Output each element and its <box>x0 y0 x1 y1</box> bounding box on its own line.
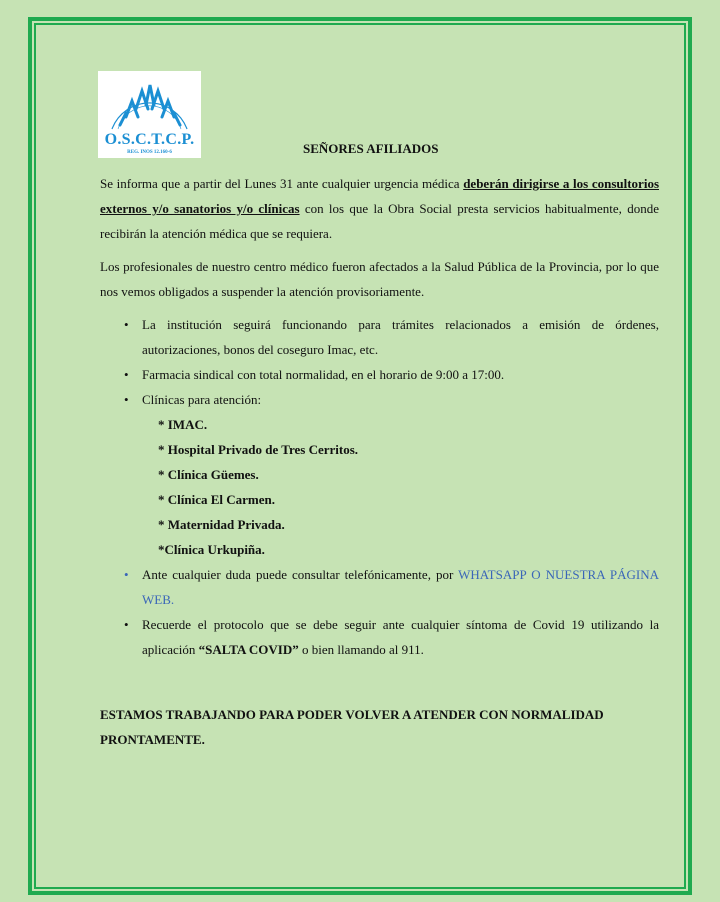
whatsapp-web-link[interactable]: WHATSAPP O NUESTRA PÁGINA WEB. <box>142 567 660 607</box>
clinic-item: * Clínica Güemes. <box>158 467 259 482</box>
closing-statement: ESTAMOS TRABAJANDO PARA PODER VOLVER A ATENDER CON NORMALIDAD PRONTAMENTE. <box>100 707 604 747</box>
logo-name: O.S.C.T.C.P. <box>104 131 195 148</box>
contact-text: Ante cualquier duda puede consultar telefónicamente, por <box>142 567 459 582</box>
bullet-contact <box>100 562 659 612</box>
clinic-item: * IMAC. <box>158 417 208 432</box>
intro-text-start: Se informa que a partir del Lunes 31 ante cualquier urgencia médica <box>100 176 464 191</box>
bullet-protocol <box>100 612 659 662</box>
intro-paragraph <box>100 171 659 246</box>
osctcp-logo <box>98 71 201 158</box>
intro-emphasis: deberán dirigirse a los consultorios externos y/o sanatorios y/o clínicas <box>100 176 660 216</box>
protocol-text-end: o bien llamando al 911. <box>298 642 424 657</box>
bullet-clinics <box>100 387 659 562</box>
logo-registration: REG. INOS 12.160-6 <box>127 150 172 155</box>
clinic-item: * Hospital Privado de Tres Cerritos. <box>158 442 359 457</box>
intro-text-end: con los que la Obra Social presta servicios habitualmente, donde recibirán la atención médica que se requiera. <box>100 201 659 241</box>
clinic-item: * Clínica El Carmen. <box>158 492 275 507</box>
clinic-list <box>142 412 659 562</box>
clinic-item: *Clínica Urkupiña. <box>158 542 265 557</box>
clinics-heading: Clínicas para atención: <box>142 392 262 407</box>
bullet-pharmacy: • Farmacia sindical con total normalidad, en el horario de 9:00 a 17:00. <box>100 362 659 387</box>
protocol-text-start: Recuerde el protocolo que se debe seguir ante cualquier síntoma de Covid 19 utilizando la aplicación <box>142 617 659 657</box>
clinic-item: * Maternidad Privada. <box>158 517 285 532</box>
page-title: SEÑORES AFILIADOS <box>303 141 439 156</box>
info-bullet-list <box>100 312 659 662</box>
notice-paragraph: Los profesionales de nuestro centro médico fueron afectados a la Salud Pública de la Provincia, por lo que nos vemos obligados a suspender la atención provisoriamente. <box>100 259 659 299</box>
salta-covid-app-name: “SALTA COVID” <box>198 642 299 657</box>
bullet-institution: • La institución seguirá funcionando para trámites relacionados a emisión de órdenes, autorizaciones, bonos del coseguro Imac, etc. <box>100 312 659 362</box>
logo-emblem-icon <box>98 71 201 133</box>
